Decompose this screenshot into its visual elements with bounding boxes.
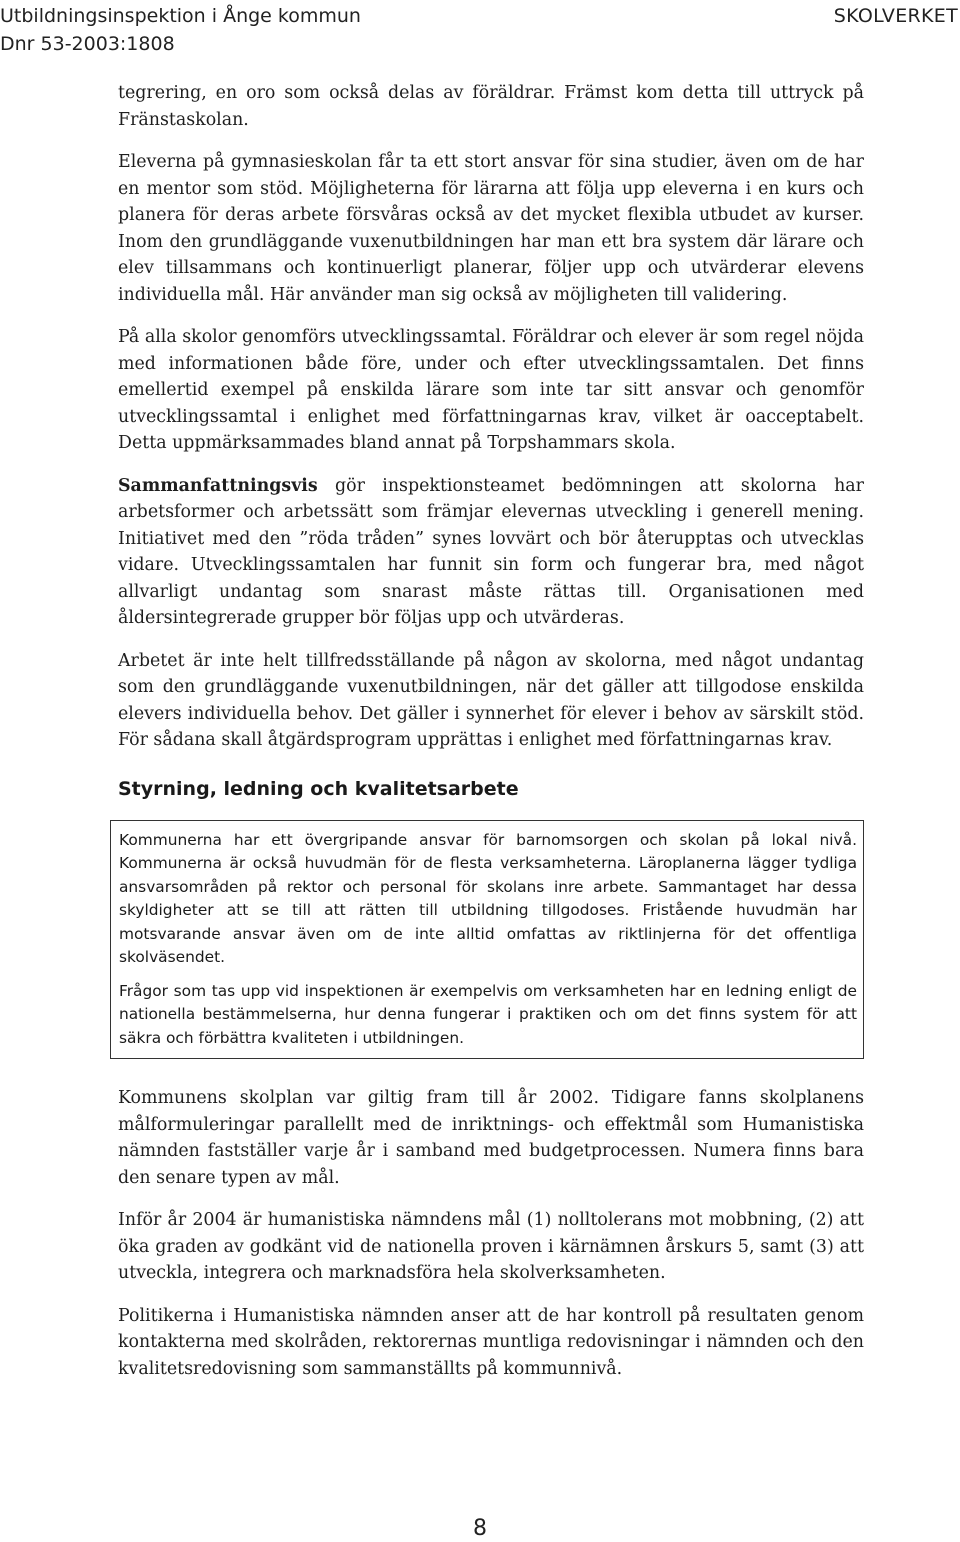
paragraph: tegrering, en oro som också delas av föräldrar. Främst kom detta till uttryck på Fränstaskolan. [118,83,864,130]
report-title: Utbildningsinspektion i Ånge kommun [0,5,361,27]
summary-text: gör inspektionsteamet bedömningen att skolorna har arbetsformer och arbetssätt som främjar elevernas utveckling i generell mening. Initiativet med den ”röda tråden” synes lovvärt och bör återupptas och utvecklas vidare. Utvecklingssamtalen har funnit sin form och fungerar bra, med något allvarligt undantag som snarast måste rättas till. Organisationen med åldersintegrerade grupper bör följas upp och utvärderas. [118,475,864,628]
info-box-paragraph: Kommunerna har ett övergripande ansvar för barnomsorgen och skolan på lokal nivå. Kommunerna är också huvudmän för de flesta verksamheterna. Läroplanerna lägger tydliga ansvarsområden på rektor och personal för skolans inre arbete. Sammantaget har dessa skyldigheter att se till att rätten till utbildning tillgodoses. Fristående huvudmän har motsvarande ansvar även om de inte alltid omfattas av riktlinjerna för det offentliga skolväsendet. [119,830,857,966]
info-box-paragraph: Frågor som tas upp vid inspektionen är exempelvis om verksamheten har en ledning enligt de nationella bestämmelserna, hur denna fungerar i praktiken och om det finns system för att säkra och förbättra kvaliteten i utbildningen. [119,981,857,1047]
info-box [110,820,864,1060]
paragraph: På alla skolor genomförs utvecklingssamtal. Föräldrar och elever är som regel nöjda med informationen både före, under och efter utvecklingssamtalen. Det finns emellertid exempel på enskilda lärare som inte tar sitt ansvar och genomför utvecklingssamtal i enlighet med författningarnas krav, vilket är oacceptabelt. Detta uppmärksammades bland annat på Torpshammars skola. [118,327,864,453]
paragraph: Arbetet är inte helt tillfredsställande på någon av skolorna, med något undantag som den grundläggande vuxenutbildningen, när det gäller att tillgodose enskilda elevers individuella behov. Det gäller i synnerhet för elever i behov av särskilt stöd. För sådana skall åtgärdsprogram upprättas i enlighet med författningarnas krav. [118,650,864,750]
paragraph: Inför år 2004 är humanistiska nämndens mål (1) nolltolerans mot mobbning, (2) att öka graden av godkänt vid de nationella proven i kärnämnen årskurs 5, samt (3) att utveckla, integrera och marknadsföra hela skolverksamheten. [118,1210,864,1283]
page-body [118,80,864,1398]
paragraph: Politikerna i Humanistiska nämnden anser att de har kontroll på resultaten genom kontakterna med skolråden, rektorernas muntliga redovisningar i nämnden och den kvalitetsredovisning som sammanställts på kommunnivå. [118,1305,864,1379]
section-heading: Styrning, ledning och kvalitetsarbete [118,777,519,800]
summary-paragraph [118,473,864,632]
registration-number: Dnr 53-2003:1808 [0,33,175,55]
page-number: 8 [473,1516,487,1541]
paragraph: Kommunens skolplan var giltig fram till år 2002. Tidigare fanns skolplanens målformuleringar parallellt med de inriktnings- och effektmål som Humanistiska nämnden fastställer varje år i samband med budgetprocessen. Numera finns bara den senare typen av mål. [118,1088,864,1188]
summary-lead-word: Sammanfattningsvis [118,475,318,496]
agency-logo-text: SKOLVERKET [833,5,958,27]
paragraph: Eleverna på gymnasieskolan får ta ett stort ansvar för sina studier, även om de har en mentor som stöd. Möjligheterna för lärarna att följa upp eleverna i en kurs och planera för deras arbete försvåras också av det mycket flexibla utbudet av kurser. Inom den grundläggande vuxenutbildningen har man ett bra system där lärare och elev tillsammans och kontinuerligt planerar, följer upp och utvärderar elevens individuella mål. Här använder man sig också av möjligheten till validering. [118,152,864,305]
document-header [0,2,361,58]
